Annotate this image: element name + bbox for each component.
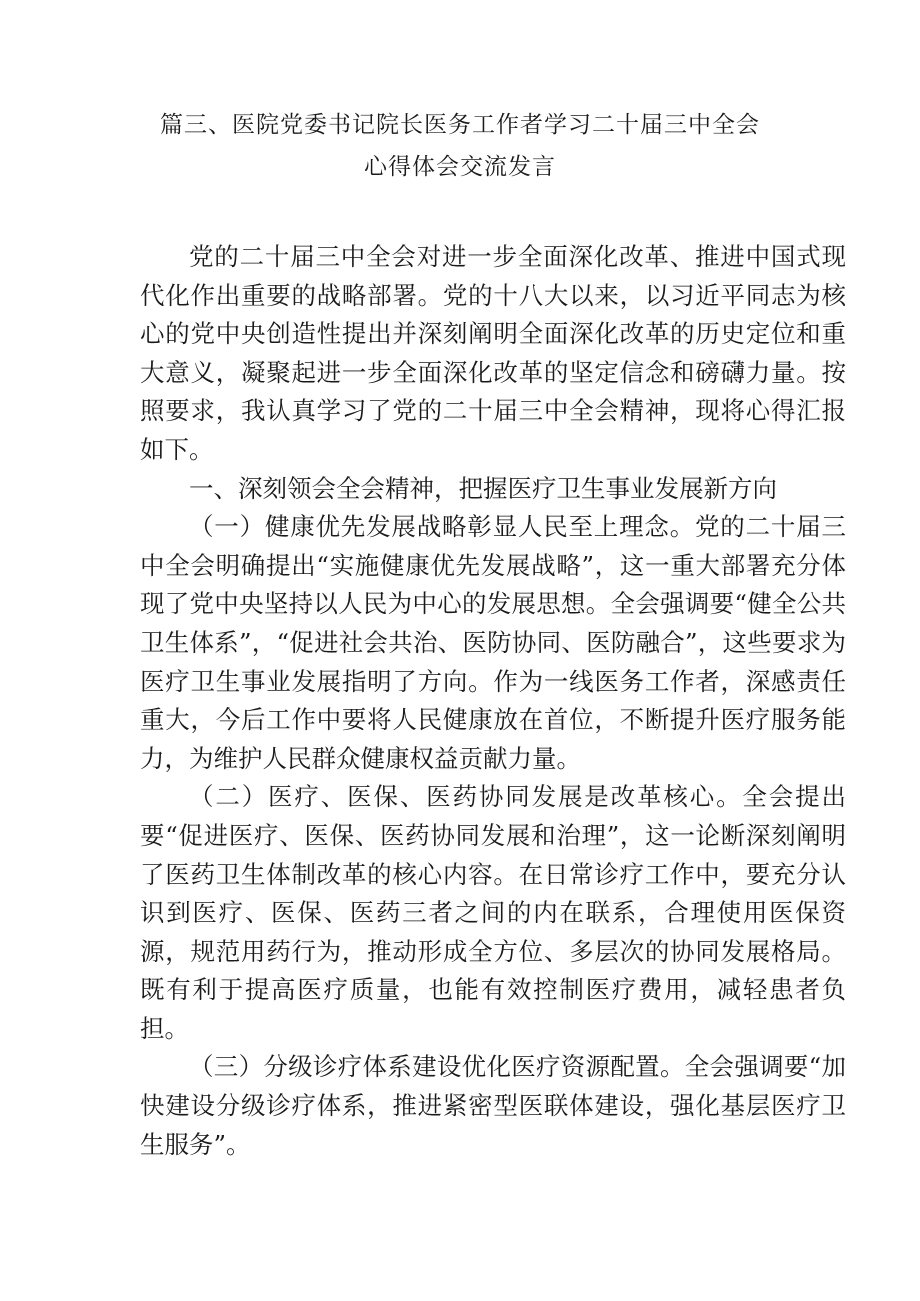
section-heading-1: 一、深刻领会全会精神，把握医疗卫生事业发展新方向 — [189, 473, 777, 503]
paragraph-sub-3: （三）分级诊疗体系建设优化医疗资源配置。全会强调要“加快建设分级诊疗体系，推进紧密型医联体建设，强化基层医疗卫生服务”。 — [140, 1052, 846, 1159]
document-body — [140, 238, 846, 1164]
document-title-line1: 篇三、医院党委书记院长医务工作者学习二十届三中全会 — [160, 112, 760, 138]
document-title-line2: 心得体会交流发言 — [364, 154, 556, 180]
paragraph-sub-1: （一）健康优先发展战略彰显人民至上理念。党的二十届三中全会明确提出“实施健康优先发展战略”，这一重大部署充分体现了党中央坚持以人民为中心的发展思想。全会强调要“健全公共卫生体系”，“促进社会共治、医防协同、医防融合”，这些要求为医疗卫生事业发展指明了方向。作为一线医务工作者，深感责任重大，今后工作中要将人民健康放在首位，不断提升医疗服务能力，为维护人民群众健康权益贡献力量。 — [140, 512, 846, 773]
paragraph-intro: 党的二十届三中全会对进一步全面深化改革、推进中国式现代化作出重要的战略部署。党的十八大以来，以习近平同志为核心的党中央创造性提出并深刻阐明全面深化改革的历史定位和重大意义，凝聚起进一步全面深化改革的坚定信念和磅礴力量。按照要求，我认真学习了党的二十届三中全会精神，现将心得汇报如下。 — [140, 242, 846, 464]
paragraph-sub-2: （二）医疗、医保、医药协同发展是改革核心。全会提出要“促进医疗、医保、医药协同发展和治理”，这一论断深刻阐明了医药卫生体制改革的核心内容。在日常诊疗工作中，要充分认识到医疗、医保、医药三者之间的内在联系，合理使用医保资源，规范用药行为，推动形成全方位、多层次的协同发展格局。既有利于提高医疗质量，也能有效控制医疗费用，减轻患者负担。 — [140, 782, 846, 1043]
